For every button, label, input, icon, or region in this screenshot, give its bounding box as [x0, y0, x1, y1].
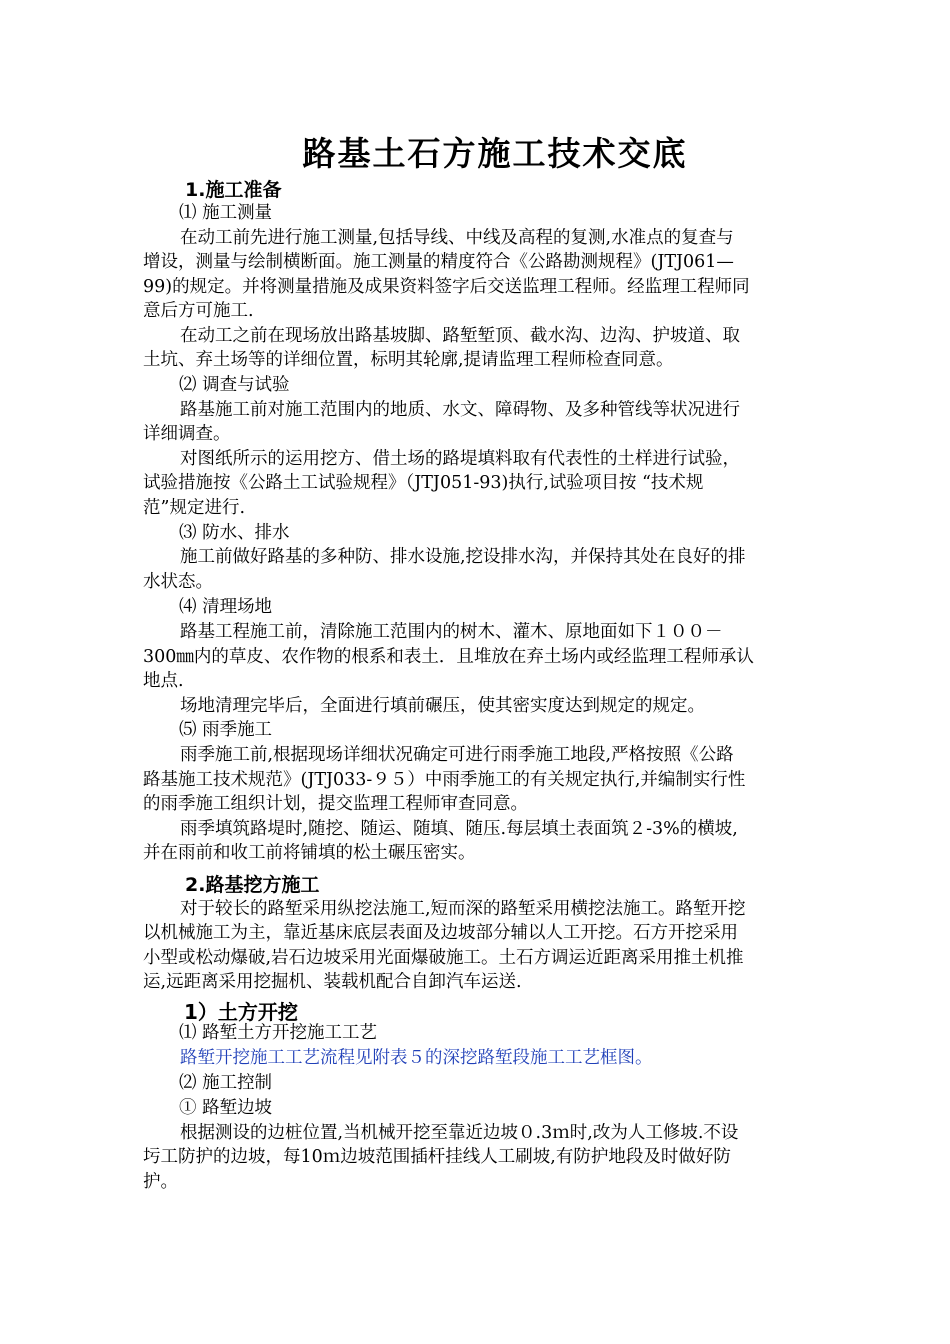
subheading-slope: ① 路堑边坡: [179, 1098, 273, 1118]
paragraph-line: 小型或松动爆破,岩石边坡采用光面爆破施工。土石方调运近距离采用推土机推: [143, 948, 744, 968]
paragraph-line: 增设，测量与绘制横断面。施工测量的精度符合《公路勘测规程》(JTJ061—: [143, 252, 734, 272]
subheading-site-clearing: ⑷ 清理场地: [179, 597, 273, 617]
paragraph-line: 场地清理完毕后，全面进行填前碾压，使其密实度达到规定的规定。: [180, 696, 705, 716]
paragraph-line: 路基施工技术规范》(JTJ033-９５）中雨季施工的有关规定执行,并编制实行性: [143, 770, 746, 790]
paragraph-line: 地点.: [143, 671, 184, 691]
section-heading-excavation: 2.路基挖方施工: [185, 874, 320, 896]
paragraph-line: 试验措施按《公路土工试验规程》（JTJ051-93)执行,试验项目按 “技术规: [143, 473, 704, 493]
paragraph-line: 以机械施工为主，靠近基床底层表面及边坡部分辅以人工开挖。石方开挖采用: [143, 923, 738, 943]
subheading-control: ⑵ 施工控制: [179, 1073, 273, 1093]
paragraph-line: 并在雨前和收工前将铺填的松土碾压密实。: [143, 843, 476, 863]
paragraph-line: 圬工防护的边坡，每10ｍ边坡范围插杆挂线人工刷坡,有防护地段及时做好防: [143, 1147, 731, 1167]
paragraph-line: 详细调查。: [143, 424, 231, 444]
paragraph-line: 意后方可施工.: [143, 301, 254, 321]
paragraph-line: 施工前做好路基的多种防、排水设施,挖设排水沟，并保持其处在良好的排: [180, 547, 746, 567]
paragraph-line: 300㎜内的草皮、农作物的根系和表土．且堆放在弃土场内或经监理工程师承认: [143, 647, 754, 667]
process-reference-link[interactable]: 路堑开挖施工工艺流程见附表５的深挖路堑段施工工艺框图。: [180, 1048, 653, 1068]
paragraph-line: 路基工程施工前，清除施工范围内的树木、灌木、原地面如下１００－: [180, 622, 723, 642]
paragraph-line: 根据测设的边桩位置,当机械开挖至靠近边坡０.3ｍ时,改为人工修坡.不设: [180, 1123, 739, 1143]
subheading-rainy-season: ⑸ 雨季施工: [179, 720, 273, 740]
subheading-process: ⑴ 路堑土方开挖施工工艺: [179, 1023, 378, 1043]
subsection-heading-earth-excavation: 1）土方开挖: [184, 1000, 298, 1024]
paragraph-line: 土坑、弃土场等的详细位置，标明其轮廓,提请监理工程师检查同意。: [143, 350, 674, 370]
paragraph-line: 99)的规定。并将测量措施及成果资料签字后交送监理工程师。经监理工程师同: [143, 277, 750, 297]
subheading-drainage: ⑶ 防水、排水: [179, 523, 290, 543]
paragraph-line: 的雨季施工组织计划，提交监理工程师审查同意。: [143, 794, 528, 814]
document-title: 路基土石方施工技术交底: [302, 134, 688, 173]
paragraph-line: 在动工前先进行施工测量,包括导线、中线及高程的复测,水准点的复查与: [180, 228, 734, 248]
paragraph-line: 雨季填筑路堤时,随挖、随运、随填、随压.每层填土表面筑２-3%的横坡,: [180, 819, 738, 839]
paragraph-line: 运,远距离采用挖掘机、装载机配合自卸汽车运送.: [143, 972, 522, 992]
paragraph-line: 在动工之前在现场放出路基坡脚、路堑堑顶、截水沟、边沟、护坡道、取: [180, 326, 740, 346]
paragraph-line: 水状态。: [143, 572, 213, 592]
section-heading-preparation: 1.施工准备: [185, 179, 282, 201]
subheading-investigation: ⑵ 调查与试验: [179, 375, 290, 395]
paragraph-line: 路基施工前对施工范围内的地质、水文、障碍物、及多种管线等状况进行: [180, 400, 740, 420]
paragraph-line: 对图纸所示的运用挖方、借土场的路堤填料取有代表性的土样进行试验，: [180, 449, 740, 469]
paragraph-line: 护。: [143, 1172, 178, 1192]
paragraph-line: 对于较长的路堑采用纵挖法施工,短而深的路堑采用横挖法施工。路堑开挖: [180, 899, 746, 919]
paragraph-line: 雨季施工前,根据现场详细状况确定可进行雨季施工地段,严格按照《公路: [180, 745, 734, 765]
paragraph-line: 范”规定进行.: [143, 498, 246, 518]
subheading-survey: ⑴ 施工测量: [179, 203, 273, 223]
